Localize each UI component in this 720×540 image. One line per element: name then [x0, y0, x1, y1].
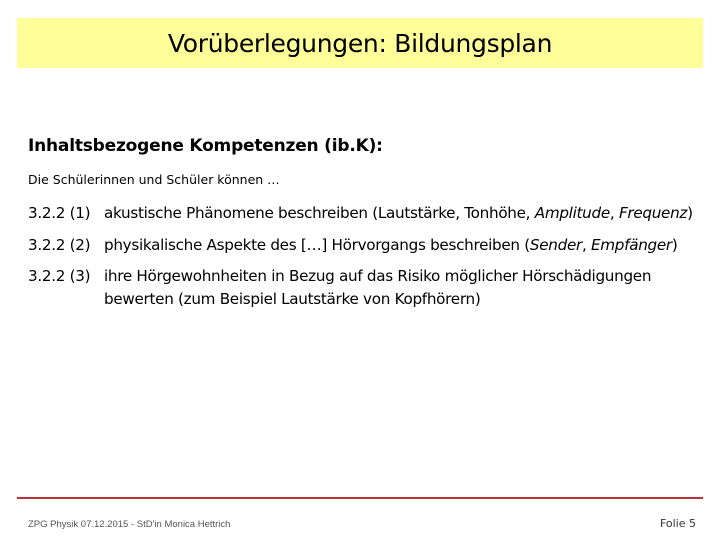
competency-text: physikalische Aspekte des […] Hörvorgangs beschreiben (Sender, Empfänger): [104, 235, 678, 254]
competency-text: ihre Hörgewohnheiten in Bezug auf das Risiko möglicher Hörschädigungen bewerten (zum Beispiel Lautstärke von Kopfhörern): [104, 267, 652, 308]
competency-item: [28, 234, 708, 257]
competency-text: akustische Phänomene beschreiben (Lautstärke, Tonhöhe, Amplitude, Frequenz): [104, 204, 693, 222]
footer-divider: [17, 497, 703, 499]
competency-item: [28, 202, 708, 225]
section-subtitle: Die Schülerinnen und Schüler können …: [28, 172, 280, 187]
competency-code: 3.2.2 (1): [28, 204, 91, 222]
slide-number: Folie 5: [659, 517, 696, 530]
competency-list: [28, 202, 708, 319]
section-heading: Inhaltsbezogene Kompetenzen (ib.K):: [28, 136, 383, 156]
competency-item: [28, 265, 708, 310]
title-bar: [17, 18, 703, 68]
competency-code: 3.2.2 (3): [28, 267, 91, 285]
footer-credit: ZPG Physik 07.12.2015 - StD'in Monica Hettrich: [28, 519, 231, 530]
competency-code: 3.2.2 (2): [28, 235, 91, 254]
slide-title: Vorüberlegungen: Bildungsplan: [167, 28, 553, 58]
